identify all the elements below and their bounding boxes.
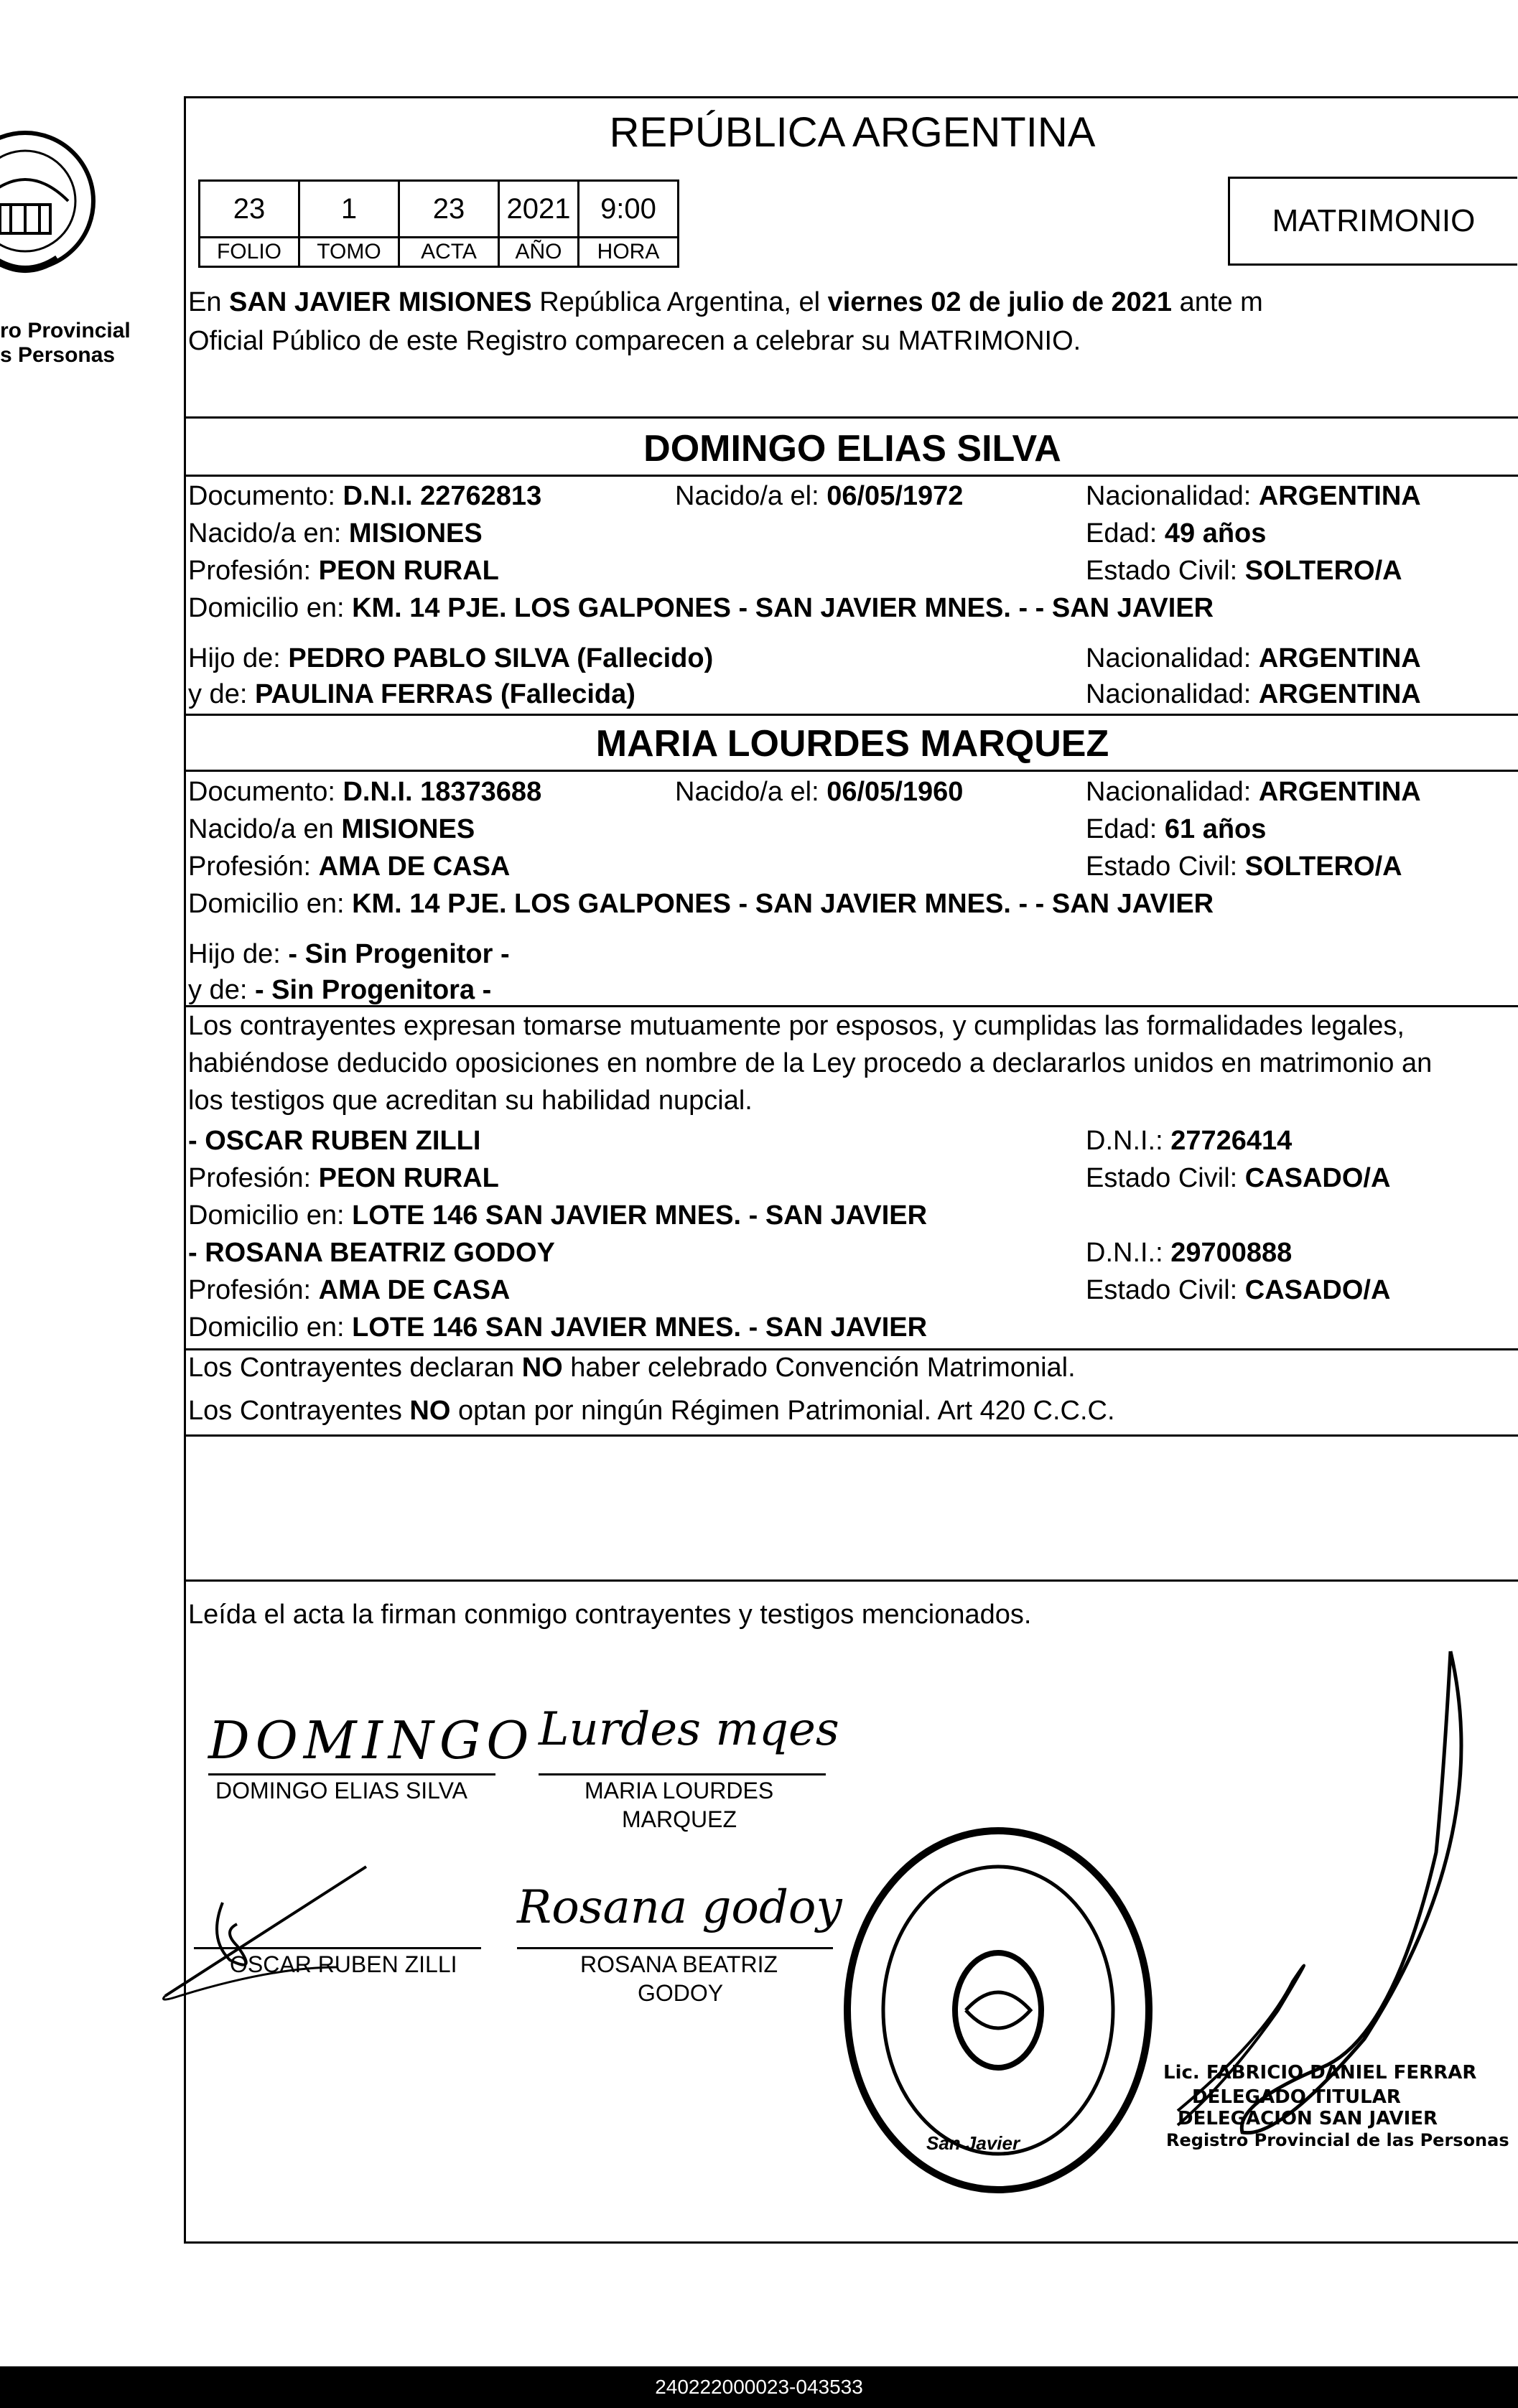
spouse2-mother: y de: - Sin Progenitora - (188, 975, 492, 1005)
witness2-dni: D.N.I.: 29700888 (1086, 1238, 1293, 1268)
logo-caption-1: ro Provincial (0, 319, 131, 342)
signature-name-2b: MARQUEZ (622, 1806, 737, 1832)
official-stamp-line-1: Lic. FABRICIO DANIEL FERRAR (1163, 2062, 1477, 2083)
spouse1-document: Documento: D.N.I. 22762813 (188, 481, 542, 511)
declaration-line-2: habiéndose deducido oposiciones en nombre de la Ley procedo a declararlos unidos en matrimonio an (188, 1048, 1433, 1078)
witness2-civil-status: Estado Civil: CASADO/A (1086, 1275, 1391, 1305)
hora-value: 9:00 (579, 181, 679, 238)
signature-name-4a: ROSANA BEATRIZ (580, 1951, 778, 1977)
signature-handwriting-2: Lurdes mqes (539, 1703, 839, 1756)
spouse2-birthdate: Nacido/a el: 06/05/1960 (675, 777, 964, 807)
witness2-address: Domicilio en: LOTE 146 SAN JAVIER MNES. - SAN JAVIER (188, 1312, 928, 1343)
divider (184, 1434, 1518, 1437)
signature-handwriting-3: Rosana godoy (517, 1881, 842, 1934)
witness1-dni: D.N.I.: 27726414 (1086, 1126, 1293, 1156)
sig-line-3 (194, 1947, 481, 1949)
witness1-civil-status: Estado Civil: CASADO/A (1086, 1163, 1391, 1193)
declaration-line-3: los testigos que acreditan su habilidad nupcial. (188, 1086, 753, 1116)
divider (184, 770, 1518, 772)
spouse1-birthplace: Nacido/a en: MISIONES (188, 518, 483, 549)
spouse1-civil-status: Estado Civil: SOLTERO/A (1086, 556, 1402, 586)
sig-line-2 (539, 1773, 826, 1775)
signature-name-2a: MARIA LOURDES (585, 1778, 774, 1803)
intro-line-2: Oficial Público de este Registro comparecen a celebrar su MATRIMONIO. (188, 326, 1081, 356)
anio-value: 2021 (499, 181, 579, 238)
anio-label: AÑO (499, 238, 579, 267)
spouse1-mother: y de: PAULINA FERRAS (Fallecida) (188, 679, 635, 709)
official-stamp-line-2: DELEGADO TITULAR (1192, 2086, 1401, 2108)
witness1-address: Domicilio en: LOTE 146 SAN JAVIER MNES. - SAN JAVIER (188, 1200, 928, 1231)
signature-oscar (158, 1859, 388, 2017)
witness2-name: - ROSANA BEATRIZ GODOY (188, 1238, 555, 1268)
signature-name-1: DOMINGO ELIAS SILVA (215, 1778, 467, 1803)
spouse2-civil-status: Estado Civil: SOLTERO/A (1086, 851, 1402, 882)
frame-top (184, 96, 1518, 98)
spouse1-mother-nationality: Nacionalidad: ARGENTINA (1086, 679, 1421, 709)
divider (184, 1579, 1518, 1582)
spouse2-father: Hijo de: - Sin Progenitor - (188, 939, 510, 969)
spouse1-profession: Profesión: PEON RURAL (188, 556, 499, 586)
spouse1-nationality: Nacionalidad: ARGENTINA (1086, 481, 1421, 511)
divider (184, 416, 1518, 419)
spouse1-father: Hijo de: PEDRO PABLO SILVA (Fallecido) (188, 643, 714, 673)
spouse2-birthplace: Nacido/a en MISIONES (188, 814, 475, 844)
divider (184, 475, 1518, 477)
closing-text: Leída el acta la firman conmigo contrayentes y testigos mencionados. (188, 1600, 1032, 1630)
spouse1-age: Edad: 49 años (1086, 518, 1267, 549)
signature-name-4b: GODOY (638, 1980, 724, 2006)
folio-value: 23 (200, 181, 299, 238)
document-barcode-id: 240222000023-043533 (0, 2366, 1518, 2408)
signature-name-3: OSCAR RUBEN ZILLI (230, 1951, 457, 1977)
spouse2-name: MARIA LOURDES MARQUEZ (595, 723, 1109, 765)
witness1-profession: Profesión: PEON RURAL (188, 1163, 499, 1193)
sig-line-4 (517, 1947, 833, 1949)
spouse2-profession: Profesión: AMA DE CASA (188, 851, 511, 882)
spouse2-nationality: Nacionalidad: ARGENTINA (1086, 777, 1421, 807)
spouse1-address: Domicilio en: KM. 14 PJE. LOS GALPONES - SAN JAVIER MNES. - - SAN JAVIER (188, 593, 1214, 623)
tomo-label: TOMO (299, 238, 399, 267)
sig-line-1 (208, 1773, 495, 1775)
record-grid (198, 179, 679, 268)
convention-line-2: Los Contrayentes NO optan por ningún Régimen Patrimonial. Art 420 C.C.C. (188, 1396, 1115, 1426)
divider (184, 714, 1518, 716)
logo-caption-2: s Personas (0, 343, 116, 367)
declaration-line-1: Los contrayentes expresan tomarse mutuamente por esposos, y cumplidas las formalidades legales, (188, 1011, 1405, 1041)
official-stamp-line-3: DELEGACION SAN JAVIER (1178, 2108, 1438, 2129)
spouse1-father-nationality: Nacionalidad: ARGENTINA (1086, 643, 1421, 673)
folio-label: FOLIO (200, 238, 299, 267)
spouse2-document: Documento: D.N.I. 18373688 (188, 777, 542, 807)
signature-handwriting-1: DOMINGO (208, 1710, 535, 1770)
witness1-name: - OSCAR RUBEN ZILLI (188, 1126, 481, 1156)
tomo-value: 1 (299, 181, 399, 238)
page-title: REPÚBLICA ARGENTINA (609, 109, 1096, 156)
acta-label: ACTA (399, 238, 499, 267)
acta-value: 23 (399, 181, 499, 238)
spouse2-age: Edad: 61 años (1086, 814, 1267, 844)
intro-line-1: En SAN JAVIER MISIONES República Argentina, el viernes 02 de julio de 2021 ante m (188, 287, 1263, 317)
act-type-box: MATRIMONIO (1228, 177, 1517, 266)
spouse2-address: Domicilio en: KM. 14 PJE. LOS GALPONES - SAN JAVIER MNES. - - SAN JAVIER (188, 889, 1214, 919)
frame-bottom (184, 2241, 1518, 2244)
province-logo (0, 115, 101, 309)
spouse1-name: DOMINGO ELIAS SILVA (643, 428, 1061, 470)
seal-place: San Javier (926, 2132, 1020, 2154)
divider (184, 1348, 1518, 1350)
spouse1-birthdate: Nacido/a el: 06/05/1972 (675, 481, 964, 511)
convention-line-1: Los Contrayentes declaran NO haber celebrado Convención Matrimonial. (188, 1353, 1076, 1383)
witness2-profession: Profesión: AMA DE CASA (188, 1275, 511, 1305)
divider (184, 1005, 1518, 1007)
official-stamp-line-4: Registro Provincial de las Personas (1166, 2130, 1509, 2150)
hora-label: HORA (579, 238, 679, 267)
